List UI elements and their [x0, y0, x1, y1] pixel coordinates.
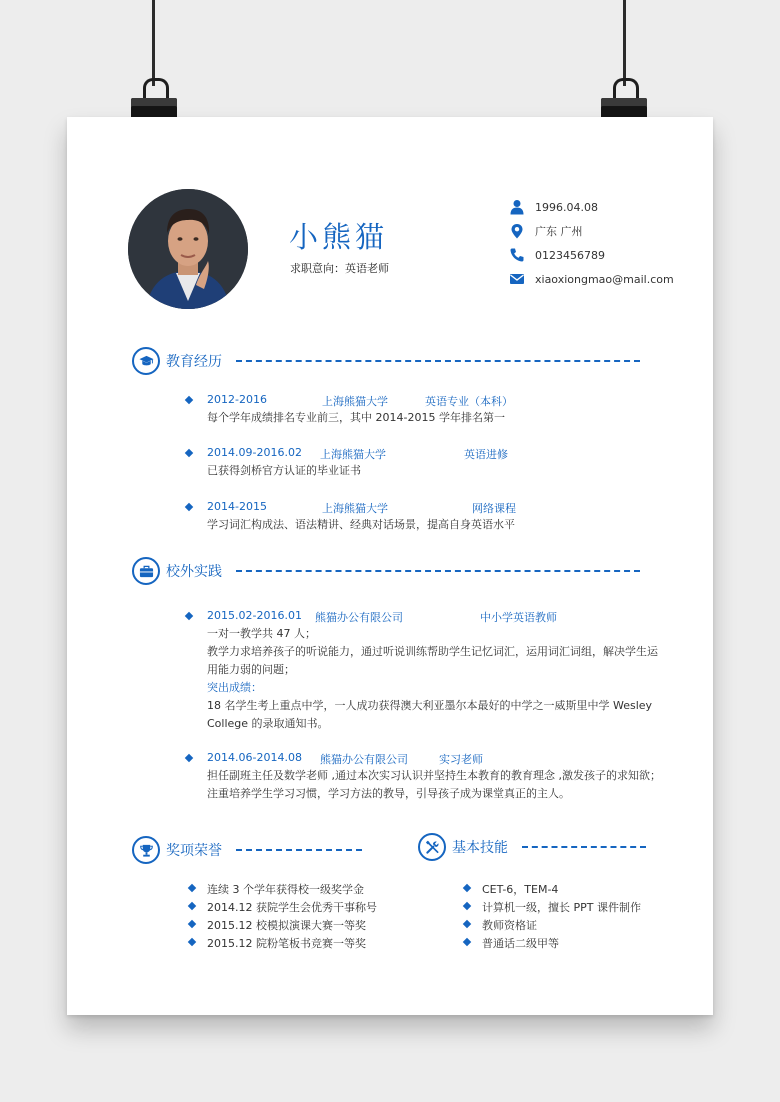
- entry-line: College 的录取通知书。: [207, 717, 329, 730]
- entry-line: 注重培养学生学习习惯，学习方法的教导，引导孩子成为课堂真正的主人。: [207, 787, 570, 800]
- entry-line: 已获得剑桥官方认证的毕业证书: [207, 464, 361, 477]
- education-entry: [188, 393, 513, 427]
- section-divider: [236, 360, 640, 362]
- tools-icon: [425, 840, 440, 855]
- entry-date: 2014-2015: [207, 500, 267, 513]
- email-text[interactable]: xiaoxiongmao@mail.com: [535, 272, 674, 286]
- section-header-practice: [132, 556, 640, 586]
- education-entry: [188, 500, 515, 534]
- entry-org: 熊猫办公有限公司: [320, 753, 408, 766]
- section-divider: [236, 570, 640, 572]
- section-title-awards: 奖项荣誉: [166, 843, 222, 859]
- job-objective: 求职意向：英语老师: [290, 262, 389, 275]
- entry-org: 上海熊猫大学: [322, 395, 388, 408]
- avatar-photo: [128, 189, 248, 309]
- envelope-icon: [509, 271, 525, 287]
- section-header-education: [132, 346, 640, 376]
- graduation-cap-icon: [139, 354, 154, 369]
- entry-line: 每个学年成绩排名专业前三，其中 2014-2015 学年排名第一: [207, 411, 505, 424]
- contact-info: [509, 195, 674, 291]
- section-title-practice: 校外实践: [166, 564, 222, 580]
- entry-date: 2012-2016: [207, 393, 267, 406]
- resume-paper: 小熊猫 求职意向：英语老师 1996.04.08 广东 广州 0123456789 xiaoxiongmao@mail.com 教育经历 2012-2016 上海熊猫大学 英语专业（本科） 每个学年成绩排名专业前三，其中 2014-2015 学年排名第一 2014.09-2016.02 上海熊猫大学 英语进修 已获得剑桥官方认证的毕业证书 2014-2015 上海熊猫大学 网络课程 学习词汇构成法、语法精讲、经典对话场景，提高自身英语水平 校外实践 2015.02-2016.01 熊猫办公有限公司 中小学英语教师 一对一教学共 47 人； 教学力求培养孩子的听说能力，通过听说训练帮助学生记忆词汇，运用词汇词组，解决学生运 用能力弱的问题； 突出成绩： 18 名学生考上重点中学，一人成功获得澳大利亚墨尔本最好的中学之一威斯里中学 Wesley College 的录取通知书。 2014.06-2014.08 熊猫办公有限公司 实习老师 担任副班主任及数学老师 ,通过本次实习认识并坚持生本教育的教育理念 ,激发孩子的求知欲； 注重培养学生学习习惯，学习方法的教导，引导孩子成为课堂真正的主人。 奖项荣誉 连续 3 个学年获得校一级奖学金 2014.12 获院学生会优秀干事称号 2015.12 校模拟演课大赛一等奖 2015.12 院粉笔板书竞赛一等奖 基本技能 CET-6，TEM-4 计算机一级，擅长 PPT 课件制作 教师资格证 普通话二级甲等: [67, 117, 713, 1015]
- entry-org: 上海熊猫大学: [322, 502, 388, 515]
- birthday-text: 1996.04.08: [535, 200, 598, 214]
- hanging-wire-right: [623, 0, 626, 86]
- entry-role: 网络课程: [472, 502, 516, 515]
- education-entry: [188, 446, 508, 480]
- section-title-education: 教育经历: [166, 354, 222, 370]
- contact-birthday: [509, 195, 674, 219]
- entry-date: 2014.06-2014.08: [207, 751, 302, 764]
- candidate-name: 小熊猫: [289, 220, 389, 254]
- contact-email[interactable]: [509, 267, 674, 291]
- section-header-awards: [132, 835, 362, 865]
- phone-text: 0123456789: [535, 248, 605, 262]
- entry-role: 英语进修: [464, 448, 508, 461]
- entry-line: 教学力求培养孩子的听说能力，通过听说训练帮助学生记忆词汇，运用词汇词组，解决学生运: [207, 645, 658, 658]
- entry-date: 2015.02-2016.01: [207, 609, 302, 622]
- location-text: 广东 广州: [535, 225, 583, 238]
- entry-org: 上海熊猫大学: [320, 448, 386, 461]
- section-divider: [236, 849, 362, 851]
- practice-entry: [188, 751, 661, 803]
- location-pin-icon: [509, 223, 525, 239]
- entry-role: 英语专业（本科）: [425, 395, 513, 408]
- entry-org: 熊猫办公有限公司: [315, 611, 403, 624]
- briefcase-icon: [139, 564, 154, 579]
- section-header-skills: [418, 832, 646, 862]
- entry-line: 一对一教学共 47 人；: [207, 627, 316, 640]
- phone-icon: [509, 247, 525, 263]
- entry-line: 用能力弱的问题；: [207, 663, 295, 676]
- contact-phone: [509, 243, 674, 267]
- entry-line: 学习词汇构成法、语法精讲、经典对话场景，提高自身英语水平: [207, 518, 515, 531]
- person-icon: [509, 199, 525, 215]
- section-title-skills: 基本技能: [452, 840, 508, 856]
- entry-highlight-label: 突出成绩：: [207, 681, 262, 694]
- section-divider: [522, 846, 646, 848]
- contact-location: [509, 219, 674, 243]
- entry-line: 担任副班主任及数学老师 ,通过本次实习认识并坚持生本教育的教育理念 ,激发孩子的求知欲；: [207, 769, 661, 782]
- avatar: [128, 189, 248, 309]
- entry-role: 中小学英语教师: [480, 611, 557, 624]
- trophy-icon: [139, 843, 154, 858]
- entry-date: 2014.09-2016.02: [207, 446, 302, 459]
- practice-entry: [188, 609, 658, 733]
- entry-role: 实习老师: [439, 753, 483, 766]
- entry-line: 18 名学生考上重点中学，一人成功获得澳大利亚墨尔本最好的中学之一威斯里中学 Wesley: [207, 699, 653, 712]
- hanging-wire-left: [152, 0, 155, 86]
